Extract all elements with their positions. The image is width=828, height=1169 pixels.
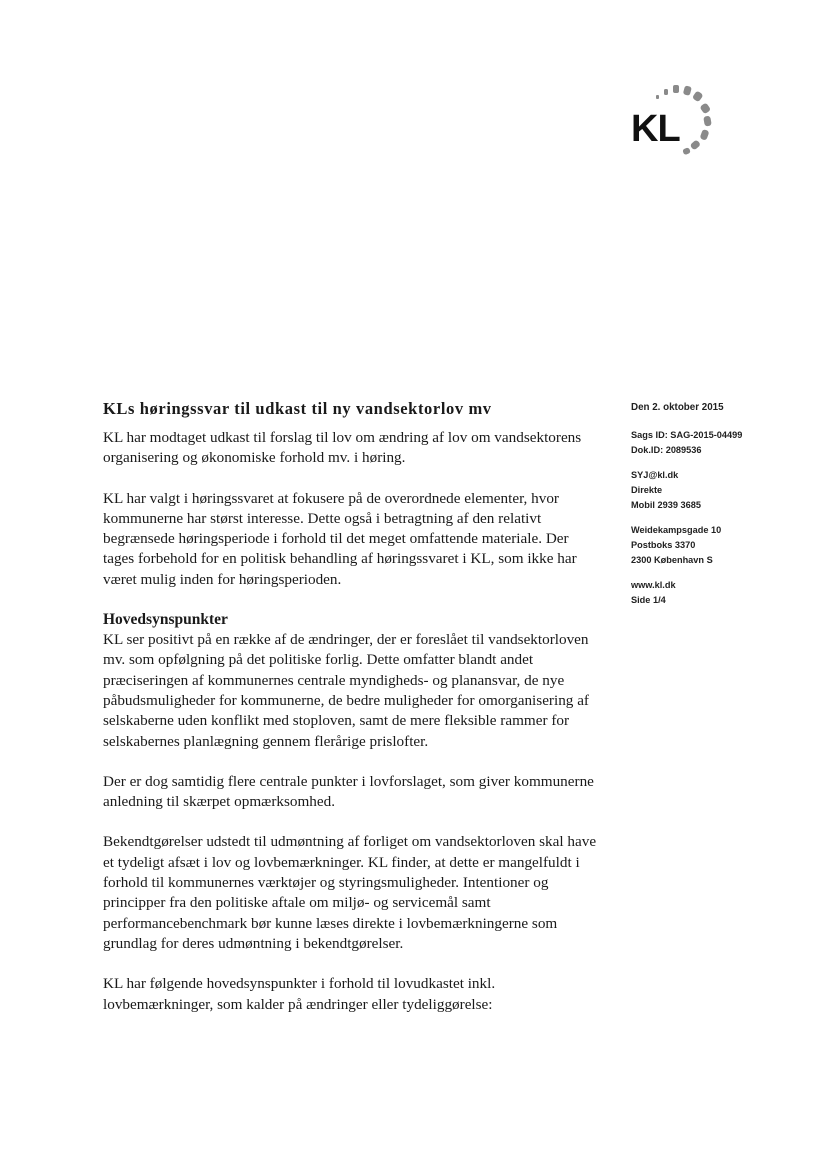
sidebar-meta [631, 400, 811, 618]
website: www.kl.dk [631, 580, 676, 590]
sags-id: Sags ID: SAG-2015-04499 [631, 430, 743, 440]
kl-logo [626, 80, 726, 170]
section-heading: Hovedsynspunkter [103, 611, 228, 629]
address-street: Weidekampsgade 10 [631, 525, 722, 535]
contact-block [631, 468, 811, 513]
intro-paragraph-1: KL har modtaget udkast til forslag til lov om ændring af lov om vandsektorens organisering og økonomiske forhold mv. i høring. [103, 429, 582, 467]
letter-title: KLs høringssvar til udkast til ny vandsektorlov mv [103, 399, 492, 418]
logo-text: KL [631, 108, 680, 150]
contact-direkte: Direkte [631, 485, 663, 495]
intro-paragraph-2: KL har valgt i høringssvaret at fokusere på de overordnede elementer, hvor kommunerne har størst interesse. Dette også i betragtning af den relativt begrænsede høringsperiode i forhold til det meget omfattende materiale. Der tages forbehold for en politisk behandling af høringssvaret i KL, som ikke har været mulig inden for høringsperioden. [103, 489, 577, 588]
address-block [631, 523, 811, 568]
contact-email: SYJ@kl.dk [631, 470, 679, 480]
address-postbox: Postboks 3370 [631, 540, 696, 550]
dok-id: Dok.ID: 2089536 [631, 445, 702, 455]
footer-block [631, 578, 811, 608]
section-paragraph-1: KL ser positivt på en række af de ændringer, der er foreslået til vandsektorloven mv. som opfølgning på det politiske forlig. Dette omfatter blandt andet præciseringen af kommunernes centrale myndigheds- og planansvar, de nye påbudsmuligheder for kommunerne, de bedre muligheder for omorganisering af selskaberne uden konflikt med stoploven, samt de mere fleksible rammer for selskabernes planlægning gennem flerårige prislofter. [103, 631, 589, 750]
letter-body [103, 398, 598, 1035]
contact-mobil: Mobil 2939 3685 [631, 500, 701, 510]
section-paragraph-4: KL har følgende hovedsynspunkter i forhold til lovudkastet inkl. lovbemærkninger, som kalder på ændringer eller tydeliggørelse: [103, 975, 496, 1013]
address-city: 2300 København S [631, 555, 713, 565]
reference-block [631, 428, 811, 458]
page-number: Side 1/4 [631, 595, 666, 605]
letter-date: Den 2. oktober 2015 [631, 402, 724, 413]
section-paragraph-2: Der er dog samtidig flere centrale punkter i lovforslaget, som giver kommunerne anledning til skærpet opmærksomhed. [103, 772, 594, 811]
section-paragraph-3: Bekendtgørelser udstedt til udmøntning af forliget om vandsektorloven skal have et tydeligt afsæt i lov og lovbemærkninger. KL finder, at dette er mangelfuldt i forhold til kommunernes værktøjer og styringsmuligheder. Intentioner og principper fra den politiske aftale om miljø- og servicemål samt performancebenchmark bør kunne læses direkte i lovbemærkningerne som grundlag for deres udmøntning i bekendtgørelser. [103, 833, 597, 952]
